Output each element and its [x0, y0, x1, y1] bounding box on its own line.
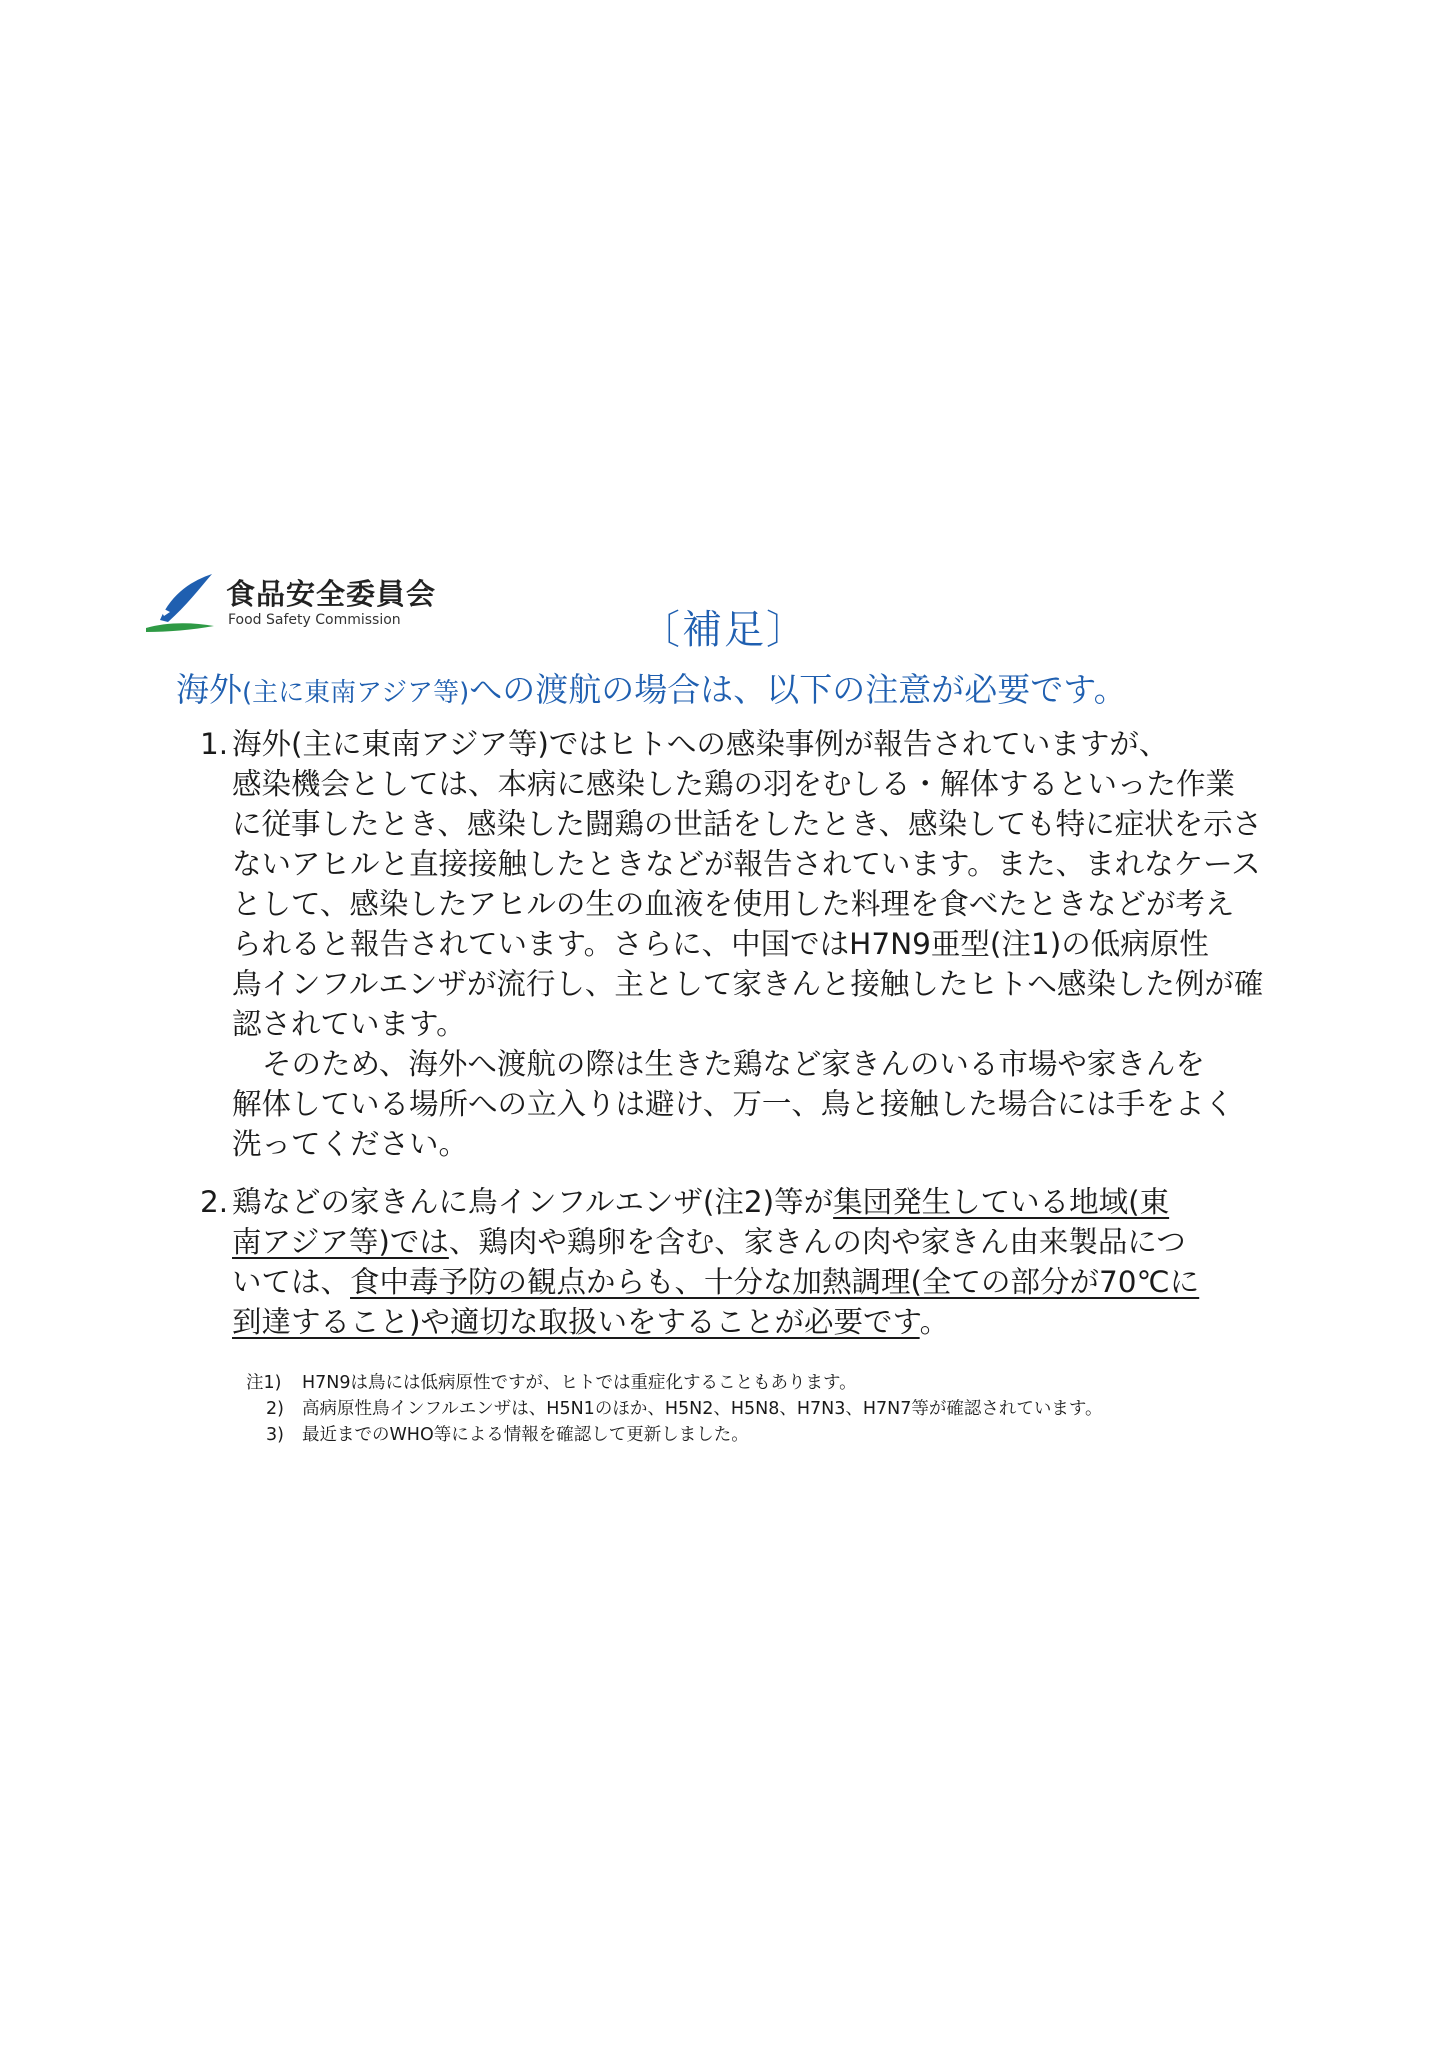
- item-2-underlined-text: 南アジア等)では: [232, 1225, 449, 1259]
- item-2-underlined-text: 集団発生している地域(東: [833, 1185, 1170, 1219]
- item-1-body: [232, 724, 1292, 1164]
- item-2-text: いては、: [232, 1265, 351, 1299]
- logo-name-ja: 食品安全委員会: [226, 577, 437, 611]
- item-2-underlined-text: 到達すること)や適切な取扱いをすることが必要です: [232, 1305, 920, 1339]
- item-1-line: 認されています。: [232, 1007, 466, 1041]
- section-title: 〔補足〕: [640, 607, 808, 653]
- logo-name-en: Food Safety Commission: [228, 612, 401, 628]
- footnote-label: 注1): [246, 1373, 282, 1393]
- subtitle-part2: (主に東南アジア等): [242, 678, 470, 708]
- subtitle: [176, 664, 1326, 711]
- item-2-line: [232, 1302, 1292, 1342]
- item-1-line: 鳥インフルエンザが流行し、主として家きんと接触したヒトへ感染した例が確: [232, 967, 1264, 1001]
- item-1-line: に従事したとき、感染した闘鶏の世話をしたとき、感染しても特に症状を示さ: [232, 807, 1263, 841]
- footnote-text: 高病原性鳥インフルエンザは、H5N1のほか、H5N2、H5N8、H7N3、H7N7等が確認されています。: [302, 1399, 1103, 1419]
- footnote: [246, 1370, 1346, 1396]
- item-2-underlined-text: 食中毒予防の観点からも、十分な加熱調理(全ての部分が70℃に: [350, 1265, 1200, 1299]
- item-1-line: られると報告されています。さらに、中国ではH7N9亜型(注1)の低病原性: [232, 927, 1209, 961]
- footnote-label: 3): [266, 1425, 284, 1445]
- subtitle-part3: への渡航の場合は、以下の注意が必要です。: [469, 670, 1127, 709]
- item-2-number: 2.: [200, 1185, 229, 1219]
- item-2-body: [232, 1182, 1292, 1342]
- item-1-line: 解体している場所への立入りは避け、万一、鳥と接触した場合には手をよく: [232, 1087, 1234, 1121]
- item-1-line: 海外(主に東南アジア等)ではヒトへの感染事例が報告されていますが、: [232, 727, 1169, 761]
- item-2-line: [232, 1262, 1292, 1302]
- footnote: [246, 1396, 1346, 1422]
- footnote-label: 2): [266, 1399, 284, 1419]
- item-2-line: [232, 1182, 1292, 1222]
- subtitle-part1: 海外: [176, 670, 242, 709]
- item-1-line: そのため、海外へ渡航の際は生きた鶏など家きんのいる市場や家きんを: [262, 1047, 1205, 1081]
- item-2-line: [232, 1222, 1292, 1262]
- item-2-text: 、鶏肉や鶏卵を含む、家きんの肉や家きん由来製品につ: [448, 1225, 1186, 1259]
- item-1-number: 1.: [200, 727, 229, 761]
- footnote: [246, 1422, 1346, 1448]
- item-2-text: 。: [919, 1305, 950, 1339]
- footnote-text: H7N9は鳥には低病原性ですが、ヒトでは重症化することもあります。: [302, 1373, 857, 1393]
- item-1-line: ないアヒルと直接接触したときなどが報告されています。また、まれなケース: [232, 847, 1261, 881]
- item-2-text: 鶏などの家きんに鳥インフルエンザ(注2)等が: [232, 1185, 834, 1219]
- item-1-line: 感染機会としては、本病に感染した鶏の羽をむしる・解体するといった作業: [232, 767, 1236, 801]
- footnote-text: 最近までのWHO等による情報を確認して更新しました。: [302, 1425, 749, 1445]
- footnotes: [246, 1370, 1346, 1448]
- item-1-line: として、感染したアヒルの生の血液を使用した料理を食べたときなどが考え: [232, 887, 1235, 921]
- item-1-line: 洗ってください。: [232, 1127, 469, 1161]
